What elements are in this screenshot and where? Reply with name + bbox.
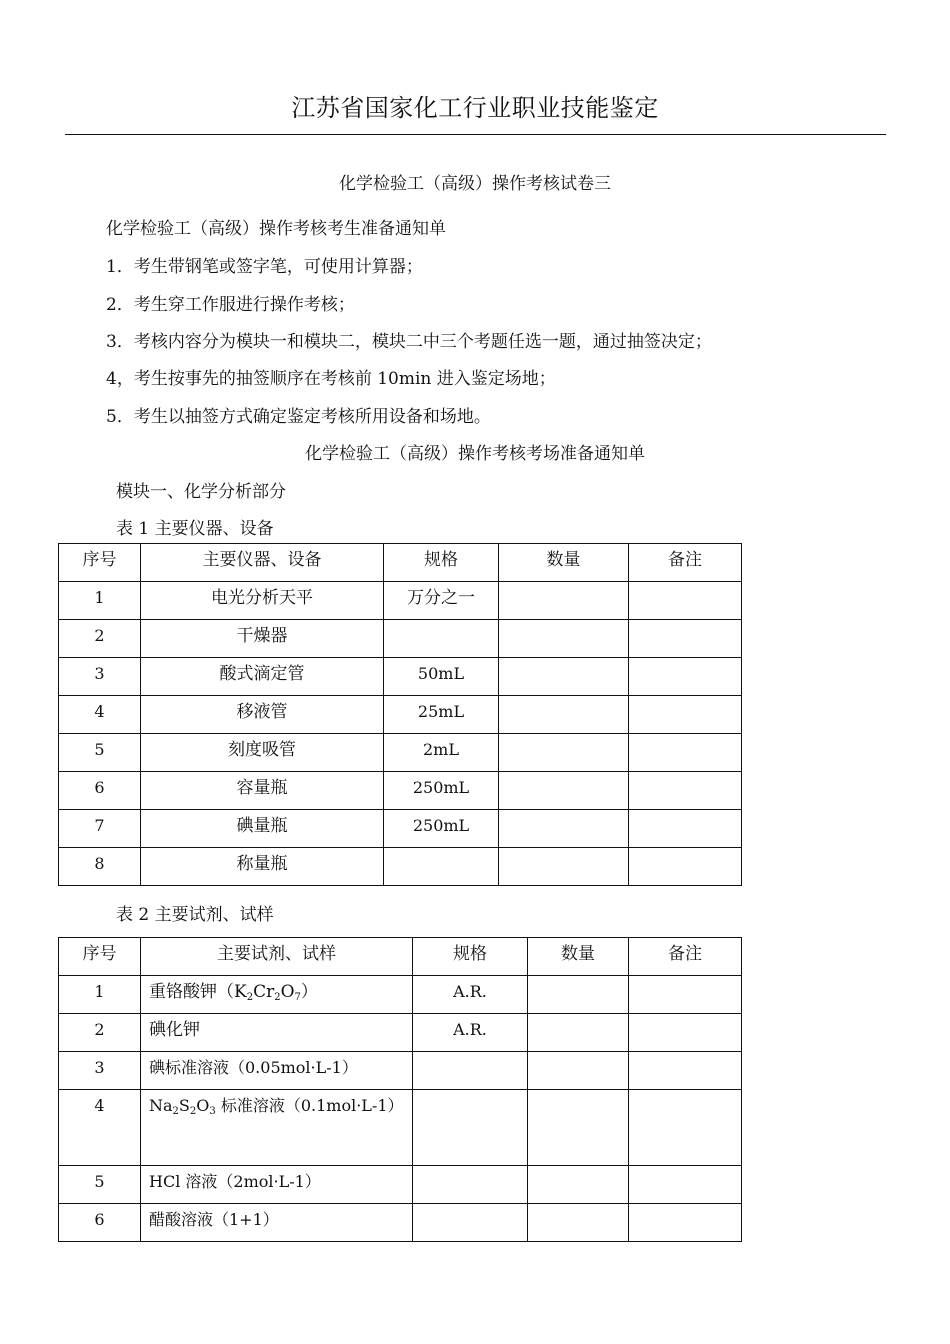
reagent-spec: [413, 1166, 527, 1170]
row-number: 7: [94, 816, 105, 835]
document-title: 化学检验工（高级）操作考核试卷三: [339, 174, 611, 194]
equipment-spec: [384, 848, 498, 852]
table-row: [59, 1204, 742, 1242]
equipment-name: 电光分析天平: [211, 588, 313, 608]
reagent-name: $Na_2S_2O_3$ 标准溶液（0.1mol·L-1）: [149, 1096, 404, 1117]
reagent-spec: [413, 1204, 527, 1208]
table-row: [59, 772, 742, 810]
quantity-cell: [499, 620, 628, 624]
reagents-table: [58, 937, 742, 1242]
table-row: [59, 696, 742, 734]
reagent-name: 碘标准溶液（0.05mol·L-1）: [149, 1058, 358, 1077]
row-number: 2: [94, 626, 105, 645]
table-row: [59, 658, 742, 696]
header-cell: 数量: [561, 944, 595, 964]
table-row: [59, 1052, 742, 1090]
equipment-spec: 250mL: [412, 778, 470, 797]
remark-cell: [629, 696, 741, 700]
row-number: 6: [94, 1210, 105, 1229]
remark-cell: [629, 620, 741, 624]
reagent-spec: A.R.: [453, 982, 487, 1001]
quantity-cell: [499, 658, 628, 662]
equipment-spec: 2mL: [423, 740, 459, 759]
header-cell: 备注: [668, 944, 702, 964]
header-cell: 规格: [424, 550, 458, 570]
row-number: 6: [94, 778, 105, 797]
equipment-name: 碘量瓶: [236, 816, 288, 836]
reagent-spec: [413, 1090, 527, 1094]
reagent-spec: [413, 1052, 527, 1056]
header-cell: 备注: [668, 550, 702, 570]
header-cell: 主要仪器、设备: [202, 550, 322, 570]
module-heading: 模块一、化学分析部分: [116, 482, 286, 502]
row-number: 3: [94, 1058, 105, 1077]
org-title: 江苏省国家化工行业职业技能鉴定: [291, 94, 659, 122]
quantity-cell: [499, 810, 628, 814]
notice2-title: 化学检验工（高级）操作考核考场准备通知单: [305, 444, 645, 464]
reagent-name: 重铬酸钾$(K_2Cr_2O_7)$: [149, 982, 318, 1003]
quantity-cell: [499, 848, 628, 852]
table2-caption: 表 2 主要试剂、试样: [116, 905, 274, 925]
table-row: [59, 976, 742, 1014]
quantity-cell: [499, 772, 628, 776]
remark-cell: [629, 848, 741, 852]
equipment-name: 干燥器: [236, 626, 288, 646]
row-number: 1: [94, 588, 105, 607]
row-number: 8: [94, 854, 105, 873]
header-cell: 规格: [453, 944, 487, 964]
table-row: [59, 734, 742, 772]
notice1-item-1: 1．考生带钢笔或签字笔，可使用计算器；: [106, 257, 423, 277]
remark-cell: [629, 810, 741, 814]
reagent-spec: A.R.: [453, 1020, 487, 1039]
row-number: 5: [94, 1172, 105, 1191]
equipment-spec: 50mL: [417, 664, 465, 683]
remark-cell: [629, 772, 741, 776]
table-row: [59, 620, 742, 658]
table-row: [59, 582, 742, 620]
equipment-spec: [384, 620, 498, 624]
notice1-item-5: 5．考生以抽签方式确定鉴定考核所用设备和场地。: [106, 407, 491, 427]
row-number: 4: [94, 702, 105, 721]
table-header-row: [59, 544, 742, 582]
equipment-name: 酸式滴定管: [219, 664, 305, 684]
row-number: 2: [94, 1020, 105, 1039]
table-row: [59, 848, 742, 886]
quantity-cell: [499, 734, 628, 738]
reagent-name: 碘化钾: [149, 1020, 200, 1040]
table-row: [59, 810, 742, 848]
reagent-name: 醋酸溶液（1+1）: [149, 1210, 279, 1229]
table-header-row: [59, 938, 742, 976]
row-number: 5: [94, 740, 105, 759]
table1-caption: 表 1 主要仪器、设备: [116, 519, 274, 539]
header-divider: [65, 134, 886, 135]
quantity-cell: [499, 582, 628, 586]
equipment-name: 移液管: [236, 702, 288, 722]
notice1-item-2: 2．考生穿工作服进行操作考核；: [106, 295, 355, 315]
row-number: 1: [94, 982, 105, 1001]
header-cell: 主要试剂、试样: [217, 944, 336, 964]
notice1-item-4: 4，考生按事先的抽签顺序在考核前 10min 进入鉴定场地；: [106, 369, 556, 389]
reagent-name: HCl 溶液（2mol·L-1）: [149, 1172, 321, 1191]
remark-cell: [629, 658, 741, 662]
equipment-spec: 万分之一: [407, 588, 475, 608]
header-cell: 数量: [546, 550, 581, 570]
equipment-name: 容量瓶: [236, 778, 288, 798]
equipment-spec: 25mL: [417, 702, 465, 721]
equipment-name: 称量瓶: [236, 854, 288, 874]
equipment-table: [58, 543, 742, 886]
row-number: 3: [94, 664, 105, 683]
quantity-cell: [499, 696, 628, 700]
header-cell: 序号: [82, 944, 117, 964]
equipment-name: 刻度吸管: [228, 740, 296, 760]
row-number: 4: [94, 1096, 105, 1115]
table-row: [59, 1090, 742, 1166]
table-row: [59, 1014, 742, 1052]
equipment-spec: 250mL: [412, 816, 470, 835]
remark-cell: [629, 582, 741, 586]
notice1-title: 化学检验工（高级）操作考核考生准备通知单: [106, 219, 446, 239]
remark-cell: [629, 734, 741, 738]
header-cell: 序号: [82, 550, 117, 570]
table-row: [59, 1166, 742, 1204]
notice1-item-3: 3．考核内容分为模块一和模块二，模块二中三个考题任选一题，通过抽签决定；: [106, 332, 712, 352]
